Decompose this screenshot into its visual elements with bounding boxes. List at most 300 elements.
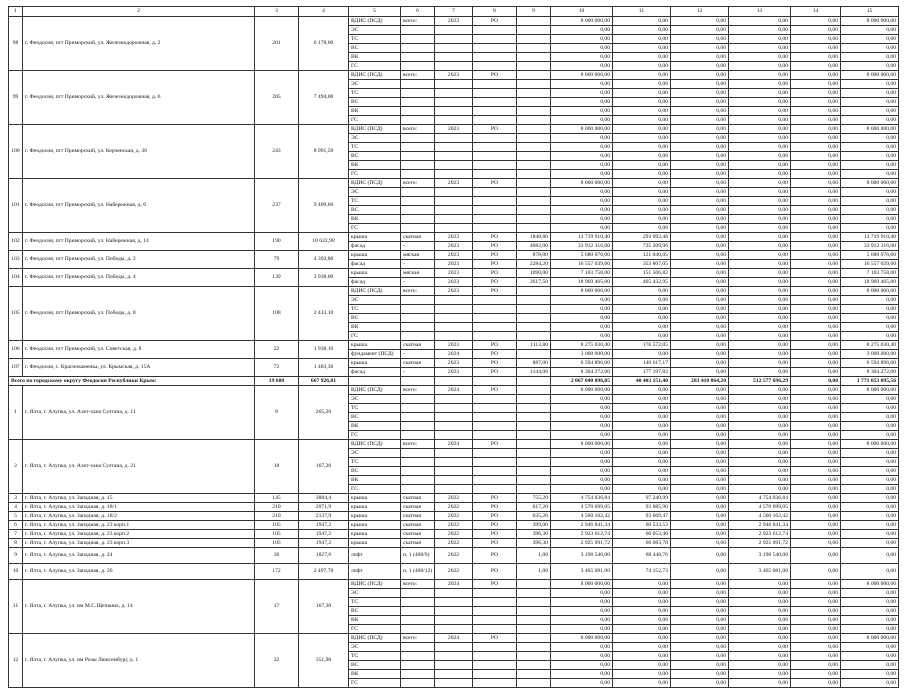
- row-number: 8: [9, 539, 23, 548]
- work-volume: [517, 287, 551, 296]
- empty-cell: [473, 422, 517, 431]
- value-c13: 0,00: [729, 386, 791, 395]
- value-c15: 0,00: [841, 107, 899, 116]
- work-subtype: ГС: [349, 332, 401, 341]
- value-c15: 0,00: [841, 206, 899, 215]
- empty-cell: [473, 413, 517, 422]
- value-c15: 0,00: [841, 548, 899, 564]
- value-c12: 0,00: [671, 598, 729, 607]
- work-subtype: ГС: [349, 116, 401, 125]
- empty-cell: [517, 188, 551, 197]
- work-type: скатная: [401, 359, 435, 368]
- work-element: фасад: [349, 260, 401, 269]
- fund-source: РО: [473, 512, 517, 521]
- work-year: 2023: [435, 341, 473, 350]
- value-c12: 0,00: [671, 386, 729, 395]
- empty-cell: [435, 395, 473, 404]
- total-value-c12: 283 410 064,20: [671, 377, 729, 386]
- value-c11: 60 053,40: [613, 530, 671, 539]
- value-c14: 0,00: [791, 89, 841, 98]
- table-row: [9, 233, 899, 242]
- empty-cell: [435, 323, 473, 332]
- value-c10: 0,00: [551, 305, 613, 314]
- fund-source: РО: [473, 179, 517, 188]
- work-subtype: ВС: [349, 44, 401, 53]
- value-c10: 0,00: [551, 170, 613, 179]
- value-c12: 0,00: [671, 152, 729, 161]
- empty-cell: [517, 598, 551, 607]
- empty-cell: [517, 679, 551, 688]
- total-empty-cell: [401, 377, 435, 386]
- work-subtype: ВК: [349, 215, 401, 224]
- empty-cell: [435, 625, 473, 634]
- row-number: 12: [9, 634, 23, 688]
- value-c11: 0,00: [613, 598, 671, 607]
- value-c11: 0,00: [613, 305, 671, 314]
- fund-source: РО: [473, 359, 517, 368]
- work-subtype: ТС: [349, 404, 401, 413]
- row-apartments: 139: [255, 269, 299, 287]
- value-c12: 0,00: [671, 413, 729, 422]
- value-c11: 0,00: [613, 179, 671, 188]
- work-type: скатная: [401, 233, 435, 242]
- row-address: г. Ялта, г. Алупка, ул. Западная, д. 23 корп.3: [23, 539, 255, 548]
- value-c13: 0,00: [729, 251, 791, 260]
- value-c14: 0,00: [791, 44, 841, 53]
- empty-cell: [401, 467, 435, 476]
- value-c10: 0,00: [551, 26, 613, 35]
- work-element: крыша: [349, 269, 401, 278]
- work-volume: 396,30: [517, 530, 551, 539]
- work-year: 2024: [435, 350, 473, 359]
- value-c13: 0,00: [729, 296, 791, 305]
- work-subtype: ВС: [349, 98, 401, 107]
- value-c13: 3 198 540,00: [729, 548, 791, 564]
- value-c13: 0,00: [729, 368, 791, 377]
- value-c10: 0,00: [551, 404, 613, 413]
- work-year: 2024: [435, 440, 473, 449]
- value-c14: 0,00: [791, 143, 841, 152]
- value-c13: 0,00: [729, 170, 791, 179]
- row-area: 1 483,30: [299, 359, 349, 377]
- empty-cell: [435, 485, 473, 494]
- empty-cell: [401, 661, 435, 670]
- value-c12: 0,00: [671, 26, 729, 35]
- value-c14: 0,00: [791, 152, 841, 161]
- value-c11: 0,00: [613, 314, 671, 323]
- empty-cell: [473, 652, 517, 661]
- fund-source: РО: [473, 368, 517, 377]
- work-subtype: ГС: [349, 170, 401, 179]
- empty-cell: [517, 395, 551, 404]
- empty-cell: [401, 616, 435, 625]
- table-row: [9, 17, 899, 26]
- row-area: 10 622,90: [299, 233, 349, 251]
- row-address: г. Феодосия, пгт Приморский, ул. Победы, д. 4: [23, 269, 255, 287]
- value-c11: 0,00: [613, 53, 671, 62]
- work-subtype: ВК: [349, 107, 401, 116]
- row-number: 3: [9, 494, 23, 503]
- value-c10: 0,00: [551, 476, 613, 485]
- value-c12: 0,00: [671, 17, 729, 26]
- value-c12: 0,00: [671, 431, 729, 440]
- header-cell-7: 7: [435, 7, 473, 17]
- work-volume: [517, 386, 551, 395]
- value-c11: 0,00: [613, 404, 671, 413]
- header-cell-14: 14: [791, 7, 841, 17]
- value-c10: 0,00: [551, 62, 613, 71]
- empty-cell: [517, 661, 551, 670]
- empty-cell: [473, 458, 517, 467]
- table-row: [9, 580, 899, 589]
- fund-source: РО: [473, 530, 517, 539]
- value-c14: 0,00: [791, 512, 841, 521]
- value-c13: 0,00: [729, 278, 791, 287]
- work-type: скатная: [401, 530, 435, 539]
- header-cell-3: 3: [255, 7, 299, 17]
- value-c15: 0,00: [841, 607, 899, 616]
- value-c11: 405 432,95: [613, 278, 671, 287]
- empty-cell: [473, 188, 517, 197]
- empty-cell: [401, 80, 435, 89]
- value-c14: 0,00: [791, 71, 841, 80]
- value-c13: 0,00: [729, 17, 791, 26]
- empty-cell: [435, 431, 473, 440]
- empty-cell: [435, 305, 473, 314]
- value-c12: 0,00: [671, 80, 729, 89]
- value-c14: 0,00: [791, 616, 841, 625]
- work-volume: 1090,00: [517, 269, 551, 278]
- row-address: г. Ялта, г. Алупка, ул. Западная, д. 18/2: [23, 512, 255, 521]
- value-c14: 0,00: [791, 251, 841, 260]
- empty-cell: [401, 62, 435, 71]
- work-type: мягкая: [401, 251, 435, 260]
- empty-cell: [517, 116, 551, 125]
- work-subtype: ГС: [349, 679, 401, 688]
- work-year: 2022: [435, 503, 473, 512]
- header-cell-8: 8: [473, 7, 517, 17]
- header-cell-1: 1: [9, 7, 23, 17]
- value-c10: 0,00: [551, 458, 613, 467]
- value-c10: 0,00: [551, 625, 613, 634]
- empty-cell: [435, 44, 473, 53]
- value-c10: 3 000 000,00: [551, 350, 613, 359]
- row-address: г. Ялта, г. Алупка, ул. Западная, д. 23 корп.2: [23, 530, 255, 539]
- work-subtype: ТС: [349, 305, 401, 314]
- value-c10: 2 925 091,72: [551, 539, 613, 548]
- value-c15: 0,00: [841, 215, 899, 224]
- value-c15: 0,00: [841, 404, 899, 413]
- work-element: фасад: [349, 242, 401, 251]
- header-cell-12: 12: [671, 7, 729, 17]
- value-c10: 0,00: [551, 449, 613, 458]
- work-type: п. 1 (400/9): [401, 548, 435, 564]
- value-c14: 0,00: [791, 350, 841, 359]
- value-c11: 0,00: [613, 458, 671, 467]
- value-c11: 0,00: [613, 589, 671, 598]
- empty-cell: [517, 44, 551, 53]
- value-c14: 0,00: [791, 625, 841, 634]
- empty-cell: [517, 625, 551, 634]
- value-c13: 0,00: [729, 134, 791, 143]
- table-row: [9, 539, 899, 548]
- empty-cell: [401, 679, 435, 688]
- empty-cell: [401, 625, 435, 634]
- value-c11: 0,00: [613, 652, 671, 661]
- value-c10: 8 000 000,00: [551, 179, 613, 188]
- value-c11: 68 448,76: [613, 548, 671, 564]
- row-number: 9: [9, 548, 23, 564]
- empty-cell: [401, 643, 435, 652]
- work-type: п. 1 (400/12): [401, 564, 435, 580]
- work-type: скатная: [401, 341, 435, 350]
- value-c13: 0,00: [729, 458, 791, 467]
- value-c11: 0,00: [613, 643, 671, 652]
- value-c15: 0,00: [841, 485, 899, 494]
- value-c10: 8 000 000,00: [551, 634, 613, 643]
- work-year: 2022: [435, 494, 473, 503]
- empty-cell: [401, 485, 435, 494]
- empty-cell: [435, 53, 473, 62]
- value-c12: 0,00: [671, 422, 729, 431]
- empty-cell: [401, 98, 435, 107]
- value-c10: 0,00: [551, 116, 613, 125]
- table-row: [9, 287, 899, 296]
- work-year: 2023: [435, 17, 473, 26]
- empty-cell: [517, 449, 551, 458]
- empty-cell: [435, 98, 473, 107]
- empty-cell: [435, 314, 473, 323]
- table-row: [9, 564, 899, 580]
- value-c15: 0,00: [841, 62, 899, 71]
- row-number: 98: [9, 17, 23, 71]
- value-c15: 0,00: [841, 589, 899, 598]
- work-volume: 755,20: [517, 494, 551, 503]
- value-c14: 0,00: [791, 233, 841, 242]
- value-c11: 0,00: [613, 296, 671, 305]
- work-type: -: [401, 368, 435, 377]
- value-c12: 0,00: [671, 98, 729, 107]
- work-volume: 2284,20: [517, 260, 551, 269]
- value-c10: 8 000 000,00: [551, 125, 613, 134]
- table-row: [9, 440, 899, 449]
- value-c11: 60 083,78: [613, 539, 671, 548]
- row-apartments: 210: [255, 503, 299, 512]
- row-area: 1 938,10: [299, 341, 349, 359]
- value-c11: 74 152,73: [613, 564, 671, 580]
- empty-cell: [473, 107, 517, 116]
- value-c10: 8 000 000,00: [551, 440, 613, 449]
- empty-cell: [473, 62, 517, 71]
- value-c15: 0,00: [841, 512, 899, 521]
- value-c14: 0,00: [791, 458, 841, 467]
- empty-cell: [401, 170, 435, 179]
- work-subtype: ТС: [349, 458, 401, 467]
- value-c11: 0,00: [613, 431, 671, 440]
- empty-cell: [473, 44, 517, 53]
- value-c13: 0,00: [729, 206, 791, 215]
- work-year: 2022: [435, 521, 473, 530]
- fund-source: РО: [473, 548, 517, 564]
- value-c12: 0,00: [671, 607, 729, 616]
- header-cell-15: 15: [841, 7, 899, 17]
- empty-cell: [473, 152, 517, 161]
- value-c13: 0,00: [729, 607, 791, 616]
- fund-source: РО: [473, 260, 517, 269]
- empty-cell: [435, 89, 473, 98]
- value-c14: 0,00: [791, 188, 841, 197]
- row-area: 1947,2: [299, 530, 349, 539]
- value-c11: 0,00: [613, 170, 671, 179]
- row-area: 3884,4: [299, 494, 349, 503]
- value-c15: 0,00: [841, 539, 899, 548]
- value-c10: 16 557 039,60: [551, 260, 613, 269]
- value-c15: 8 000 000,00: [841, 17, 899, 26]
- value-c13: 0,00: [729, 260, 791, 269]
- value-c13: 0,00: [729, 485, 791, 494]
- value-c15: 0,00: [841, 467, 899, 476]
- value-c12: 0,00: [671, 670, 729, 679]
- empty-cell: [401, 413, 435, 422]
- value-c12: 0,00: [671, 71, 729, 80]
- row-area: 4 393,80: [299, 251, 349, 269]
- value-c14: 0,00: [791, 134, 841, 143]
- empty-cell: [401, 449, 435, 458]
- work-year: 2023: [435, 233, 473, 242]
- value-c10: 0,00: [551, 643, 613, 652]
- empty-cell: [473, 35, 517, 44]
- empty-cell: [401, 53, 435, 62]
- empty-cell: [517, 413, 551, 422]
- empty-cell: [435, 476, 473, 485]
- value-c13: 0,00: [729, 395, 791, 404]
- value-c12: 0,00: [671, 332, 729, 341]
- value-c11: 0,00: [613, 188, 671, 197]
- value-c12: 0,00: [671, 643, 729, 652]
- value-c10: 0,00: [551, 598, 613, 607]
- work-volume: 635,20: [517, 512, 551, 521]
- empty-cell: [473, 643, 517, 652]
- fund-source: РО: [473, 580, 517, 589]
- value-c14: 0,00: [791, 548, 841, 564]
- empty-cell: [435, 116, 473, 125]
- row-address: г. Ялта, г. Алупка, ул. Западная, д. 26: [23, 564, 255, 580]
- value-c14: 0,00: [791, 35, 841, 44]
- value-c15: 0,00: [841, 530, 899, 539]
- empty-cell: [517, 589, 551, 598]
- empty-cell: [435, 170, 473, 179]
- empty-cell: [401, 323, 435, 332]
- work-year: 2022: [435, 512, 473, 521]
- work-subtype: ЭС: [349, 188, 401, 197]
- empty-cell: [435, 458, 473, 467]
- row-apartments: 243: [255, 125, 299, 179]
- empty-cell: [473, 305, 517, 314]
- table-row: [9, 71, 899, 80]
- table-row: [9, 503, 899, 512]
- work-subtype: ЭС: [349, 296, 401, 305]
- work-element: фасад: [349, 368, 401, 377]
- row-area: 2 497,70: [299, 564, 349, 580]
- value-c11: 0,00: [613, 215, 671, 224]
- empty-cell: [473, 26, 517, 35]
- header-cell-9: 9: [517, 7, 551, 17]
- value-c14: 0,00: [791, 314, 841, 323]
- value-c12: 0,00: [671, 161, 729, 170]
- empty-cell: [401, 458, 435, 467]
- value-c10: 8 275 030,40: [551, 341, 613, 350]
- empty-cell: [401, 404, 435, 413]
- value-c11: 93 885,90: [613, 503, 671, 512]
- empty-cell: [473, 431, 517, 440]
- value-c11: 0,00: [613, 670, 671, 679]
- value-c14: 0,00: [791, 395, 841, 404]
- value-c12: 0,00: [671, 476, 729, 485]
- empty-cell: [401, 476, 435, 485]
- row-address: г. Ялта, г. Алупка, ул. Западная, д. 15: [23, 494, 255, 503]
- work-kind: всего:: [401, 386, 435, 395]
- work-year: 2023: [435, 278, 473, 287]
- empty-cell: [435, 26, 473, 35]
- row-address: г. Феодосия, с. Краснокаменка, ул. Крымская, д. 15А: [23, 359, 255, 377]
- empty-cell: [473, 616, 517, 625]
- value-c10: 8 000 000,00: [551, 287, 613, 296]
- value-c14: 0,00: [791, 589, 841, 598]
- value-c12: 0,00: [671, 625, 729, 634]
- value-c12: 0,00: [671, 197, 729, 206]
- empty-cell: [401, 26, 435, 35]
- empty-cell: [473, 323, 517, 332]
- value-c11: 0,00: [613, 607, 671, 616]
- value-c13: 0,00: [729, 287, 791, 296]
- value-c10: 18 969 465,00: [551, 278, 613, 287]
- value-c14: 0,00: [791, 670, 841, 679]
- work-element: крыша: [349, 251, 401, 260]
- work-volume: 1,00: [517, 548, 551, 564]
- fund-source: РО: [473, 350, 517, 359]
- empty-cell: [435, 404, 473, 413]
- empty-cell: [401, 607, 435, 616]
- empty-cell: [435, 206, 473, 215]
- work-subtype: ВС: [349, 206, 401, 215]
- row-number: 104: [9, 269, 23, 287]
- value-c12: 0,00: [671, 53, 729, 62]
- row-number: 11: [9, 580, 23, 634]
- work-volume: 2617,50: [517, 278, 551, 287]
- value-c14: 0,00: [791, 404, 841, 413]
- value-c12: 0,00: [671, 296, 729, 305]
- header-cell-11: 11: [613, 7, 671, 17]
- empty-cell: [401, 206, 435, 215]
- row-area: 167,30: [299, 580, 349, 634]
- value-c14: 0,00: [791, 643, 841, 652]
- value-c14: 0,00: [791, 652, 841, 661]
- value-c10: 4 754 036,84: [551, 494, 613, 503]
- table-row: [9, 548, 899, 564]
- empty-cell: [401, 305, 435, 314]
- fund-source: РО: [473, 440, 517, 449]
- value-c13: 0,00: [729, 643, 791, 652]
- empty-cell: [473, 116, 517, 125]
- work-subtype: ЭС: [349, 449, 401, 458]
- empty-cell: [401, 44, 435, 53]
- value-c15: 18 969 465,00: [841, 278, 899, 287]
- table-row: [9, 386, 899, 395]
- value-c11: 0,00: [613, 476, 671, 485]
- row-address: г. Ялта, г. Алупка, ул. Ахет-хана Султана, д. 21: [23, 440, 255, 494]
- row-apartments: 190: [255, 233, 299, 251]
- value-c14: 0,00: [791, 521, 841, 530]
